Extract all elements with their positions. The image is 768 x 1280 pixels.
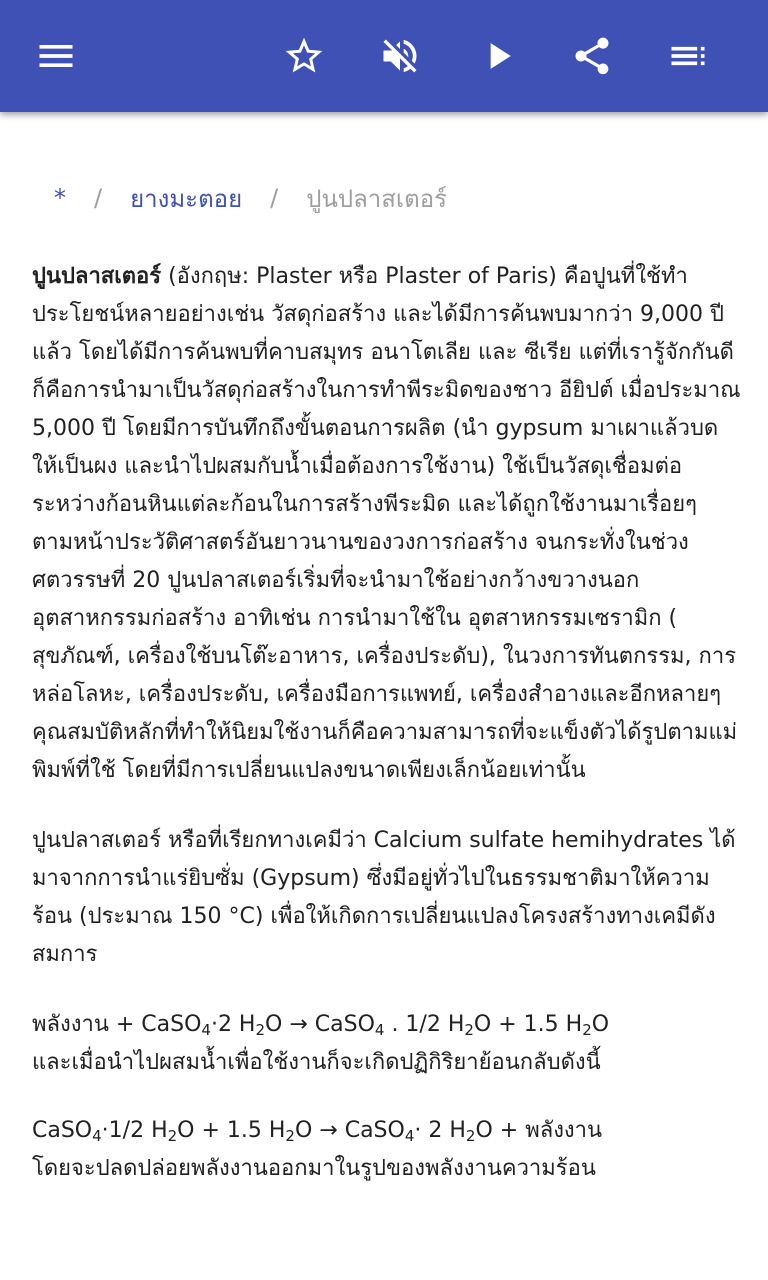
breadcrumb-home-link[interactable]: * <box>54 184 66 212</box>
bookmark-button[interactable] <box>276 28 332 84</box>
mute-button[interactable] <box>372 28 428 84</box>
breadcrumb-separator: / <box>94 184 103 212</box>
share-icon <box>570 34 614 78</box>
article-paragraph: ปูนปลาสเตอร์ หรือที่เรียกทางเคมีว่า Calcium sulfate hemihydrates ได้มาจากการนำแร่ยิบซั่ม (Gypsum) ซึ่งมีอยู่ทั่วไปในธรรมชาติมาให้ความร้อน (ประมาณ 150 °C) เพื่อให้เกิดการเปลี่ยนแปลงโครงสร้างทางเคมีดังสมการ <box>32 828 736 967</box>
equation-block <box>32 1112 742 1188</box>
breadcrumb <box>32 168 742 228</box>
equation-block <box>32 1006 742 1082</box>
app-toolbar <box>0 0 768 112</box>
main-content <box>32 168 742 1218</box>
table-of-contents-button[interactable] <box>660 28 716 84</box>
breadcrumb-current: ปูนปลาสเตอร์ <box>306 184 448 213</box>
breadcrumb-separator: / <box>270 184 279 212</box>
menu-button[interactable] <box>28 28 84 84</box>
play-icon <box>476 34 520 78</box>
share-button[interactable] <box>564 28 620 84</box>
star-outline-icon <box>282 34 326 78</box>
article-paragraph <box>32 258 742 790</box>
hamburger-menu-icon <box>34 34 78 78</box>
breadcrumb-parent-link[interactable]: ยางมะตอย <box>130 184 243 213</box>
equation-note: โดยจะปลดปล่อยพลังงานออกมาในรูปของพลังงานความร้อน <box>32 1156 596 1181</box>
article-title-term: ปูนปลาสเตอร์ <box>32 264 162 289</box>
equation-dehydration: พลังงาน + CaSO$_4$·2 $H_2O$ → CaSO$_4$ . 1/2 $H_2O + 1.5$ $H_2O$ <box>32 1012 610 1039</box>
equation-rehydration: CaSO$_4$·1/2 $H_2O + 1.5$ $H_2O$ → CaSO$_4$· 2 $H_2O$ + พลังงาน <box>32 1118 603 1145</box>
play-button[interactable] <box>470 28 526 84</box>
equation-note: และเมื่อนำไปผสมน้ำเพื่อใช้งานก็จะเกิดปฏิกิริยาย้อนกลับดังนี้ <box>32 1050 601 1075</box>
paragraph-text: (อังกฤษ: Plaster หรือ Plaster of Paris) คือปูนที่ใช้ทำประโยชน์หลายอย่างเช่น วัสดุก่อสร้าง และได้มีการค้นพบมากว่า 9,000 ปีแล้ว โดยได้มีการค้นพบที่คาบสมุทร อนาโตเลีย และ ซีเรีย แต่ที่เรารู้จักกันดีก็คือการนำมาเป็นวัสดุก่อสร้างในการทำพีระมิดของชาว อียิปต์ เมื่อประมาณ 5,000 ปี โดยมีการบันทึกถึงขั้นตอนการผลิต (นำ gypsum มาเผาแล้วบดให้เป็นผง และนำไปผสมกับน้ำเมื่อต้องการใช้งาน) ใช้เป็นวัสดุเชื่อมต่อระหว่างก้อนหินแต่ละก้อนในการสร้างพีระมิด และได้ถูกใช้งานมาเรื่อยๆ ตามหน้าประวัติศาสตร์อันยาวนานของวงการก่อสร้าง จนกระทั่งในช่วงศตวรรษที่ 20 ปูนปลาสเตอร์เริ่มที่จะนำมาใช้อย่างกว้างขวางนอกอุตสาหกรรมก่อสร้าง อาทิเช่น การนำมาใช้ใน อุตสาหกรรมเซรามิก ( สุขภัณฑ์, เครื่องใช้บนโต๊ะอาหาร, เครื่องประดับ), ในวงการทันตกรรม, การหล่อโลหะ, เครื่องประดับ, เครื่องมือการแพทย์, เครื่องสำอางและอีกหลายๆ คุณสมบัติหลักที่ทำให้นิยมใช้งานก็คือความสามารถที่จะแข็งตัวได้รูปตามแม่พิมพ์ที่ใช้ โดยที่มีการเปลี่ยนแปลงขนาดเพียงเล็กน้อยเท่านั้น <box>32 264 741 783</box>
table-of-contents-icon <box>666 34 710 78</box>
article-body <box>32 258 742 1188</box>
volume-off-icon <box>378 34 422 78</box>
